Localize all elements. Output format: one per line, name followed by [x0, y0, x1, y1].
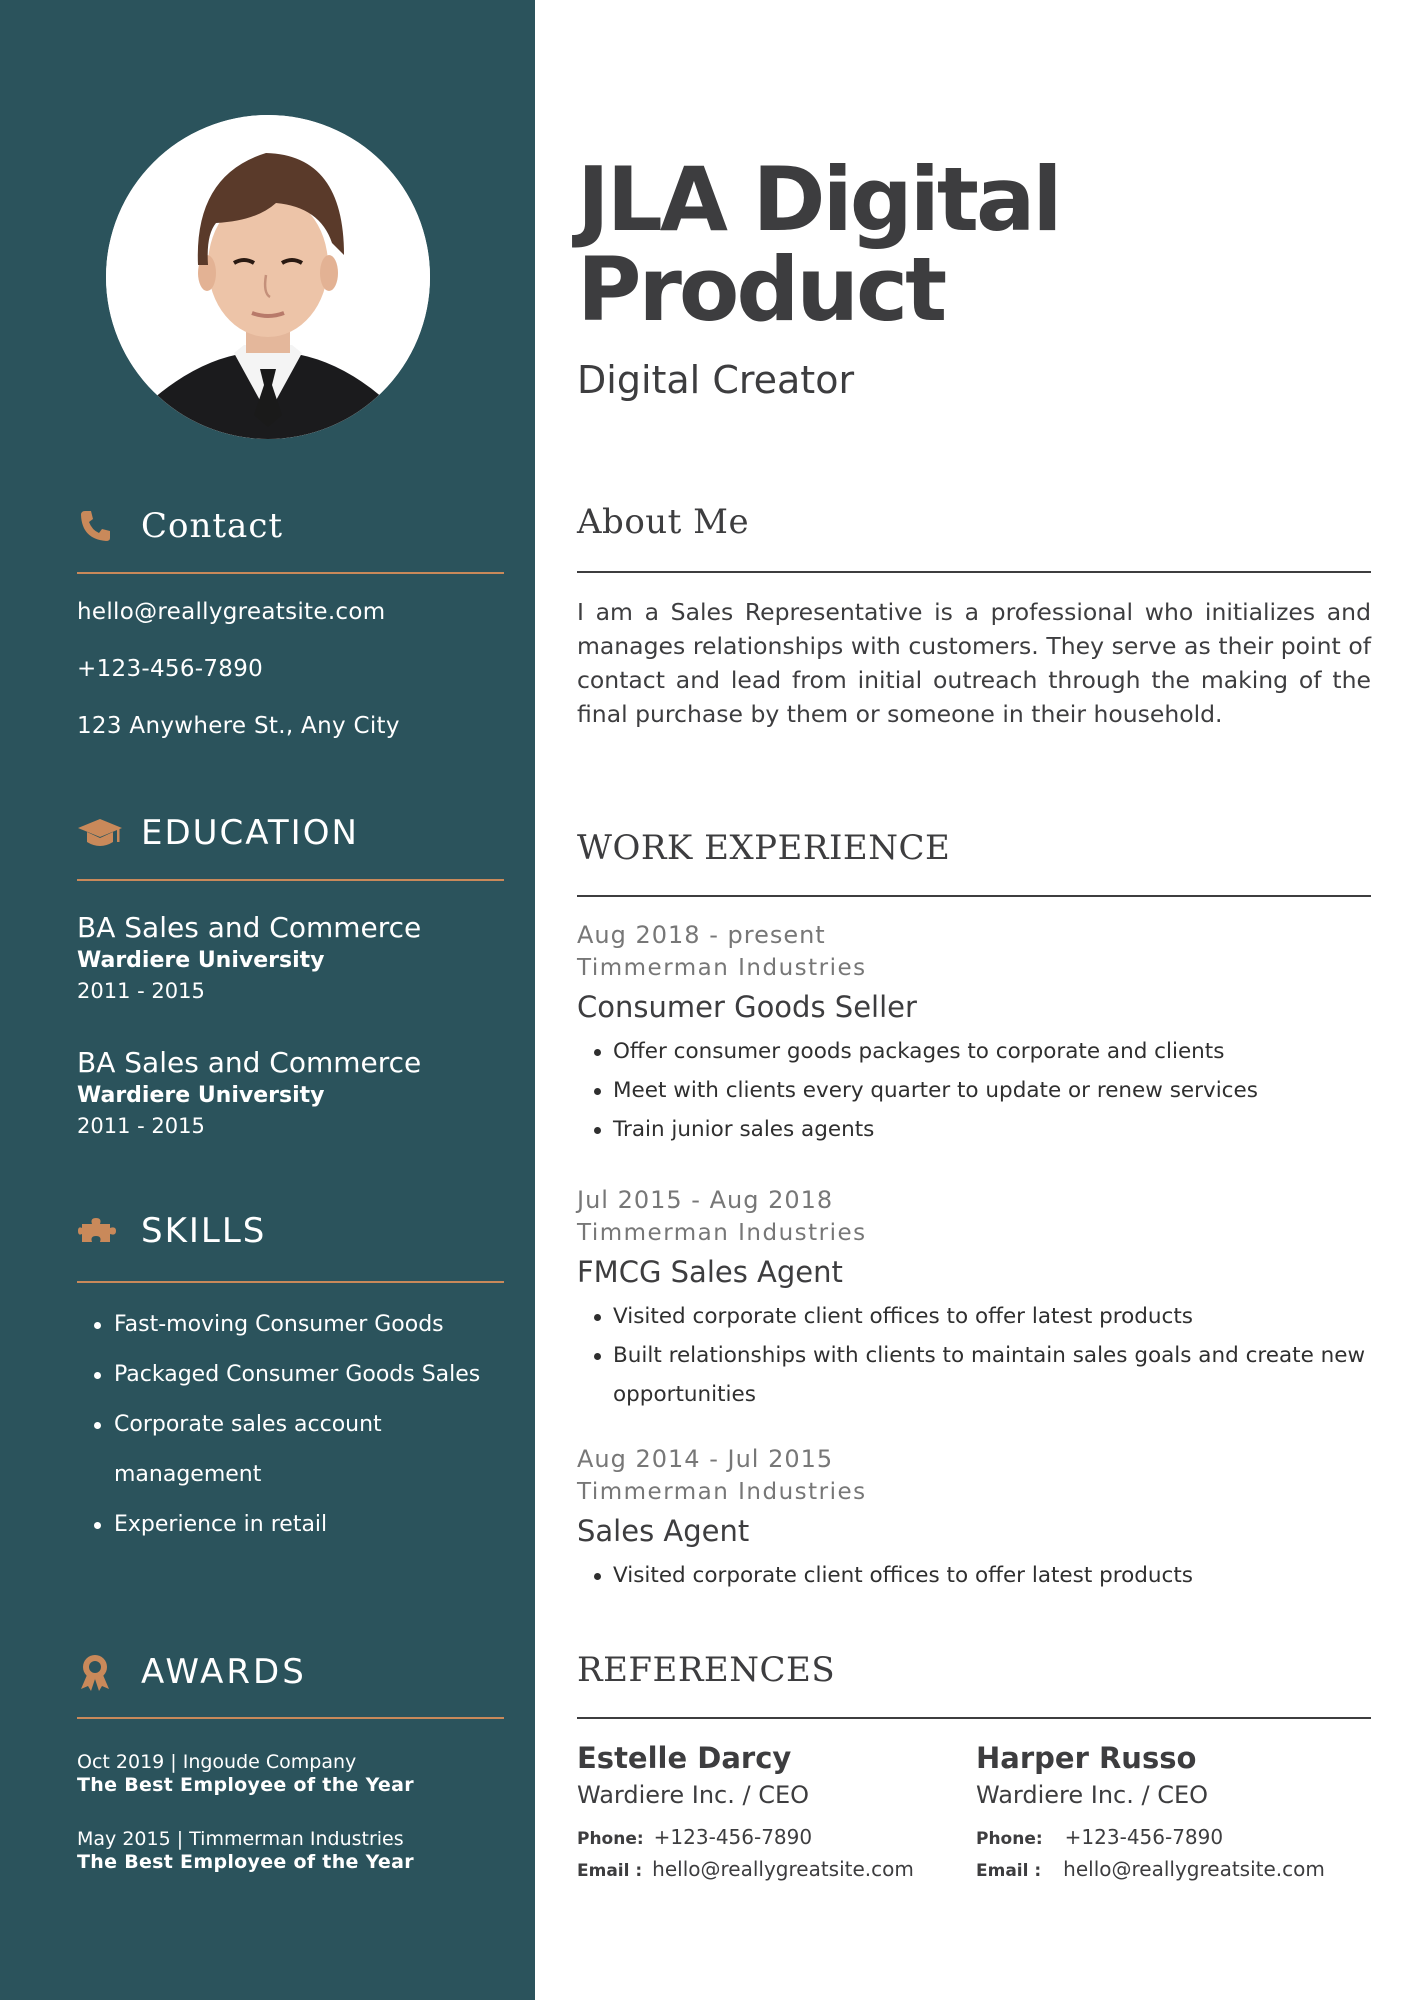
- job-bullet: Visited corporate client offices to offer latest products: [577, 1297, 1371, 1336]
- phone-label: Phone:: [976, 1829, 1043, 1849]
- reference-email[interactable]: hello@reallygreatsite.com: [1063, 1857, 1325, 1881]
- skills-divider: [77, 1281, 504, 1283]
- job-entry: [577, 918, 1371, 1149]
- job-bullets: [577, 1556, 1371, 1595]
- education-degree: BA Sales and Commerce: [77, 911, 422, 944]
- skills-heading: [77, 1201, 504, 1261]
- education-school: Wardiere University: [77, 1083, 325, 1108]
- skill-item: Packaged Consumer Goods Sales: [77, 1350, 497, 1400]
- contact-phone[interactable]: +123-456-7890: [77, 656, 264, 682]
- job-entry: [577, 1442, 1371, 1595]
- job-date: Jul 2015 - Aug 2018: [577, 1186, 834, 1214]
- job-date: Aug 2018 - present: [577, 921, 826, 949]
- phone-icon: [77, 506, 123, 546]
- job-bullet: Built relationships with clients to maintain sales goals and create new opportunities: [577, 1336, 1371, 1414]
- job-company: Timmerman Industries: [577, 955, 867, 981]
- email-label: Email :: [577, 1861, 643, 1881]
- name-line-2: Product: [577, 238, 945, 341]
- job-bullet: Meet with clients every quarter to update or renew services: [577, 1071, 1371, 1110]
- about-heading: About Me: [577, 502, 750, 542]
- job-role: Digital Creator: [577, 358, 855, 402]
- award-item: [77, 1828, 517, 1874]
- work-heading: WORK EXPERIENCE: [577, 828, 951, 868]
- work-divider: [577, 895, 1371, 897]
- puzzle-icon: [77, 1211, 123, 1251]
- reference-card: [577, 1738, 957, 1886]
- references-heading: REFERENCES: [577, 1650, 836, 1690]
- education-title: EDUCATION: [141, 813, 359, 853]
- phone-label: Phone:: [577, 1829, 644, 1849]
- reference-name: Estelle Darcy: [577, 1741, 792, 1775]
- awards-heading: [77, 1642, 504, 1702]
- education-item: [77, 910, 507, 1006]
- education-degree: BA Sales and Commerce: [77, 1046, 422, 1079]
- reference-phone-row: [976, 1822, 1356, 1854]
- reference-phone-row: [577, 1822, 957, 1854]
- awards-title: AWARDS: [141, 1652, 307, 1692]
- reference-org: Wardiere Inc. / CEO: [577, 1781, 810, 1809]
- job-date: Aug 2014 - Jul 2015: [577, 1445, 834, 1473]
- profile-photo: [106, 115, 430, 439]
- reference-card: [976, 1738, 1356, 1886]
- reference-email-row: [976, 1854, 1356, 1886]
- name-line-1: JLA Digital: [577, 148, 1060, 251]
- about-divider: [577, 571, 1371, 573]
- email-label: Email :: [976, 1861, 1042, 1881]
- reference-phone[interactable]: +123-456-7890: [653, 1825, 813, 1849]
- graduation-cap-icon: [77, 813, 123, 853]
- contact-divider: [77, 572, 504, 574]
- education-item: [77, 1045, 507, 1141]
- skill-item: Fast-moving Consumer Goods: [77, 1300, 497, 1350]
- contact-email[interactable]: hello@reallygreatsite.com: [77, 599, 386, 625]
- job-bullet: Offer consumer goods packages to corporate and clients: [577, 1032, 1371, 1071]
- awards-divider: [77, 1717, 504, 1719]
- education-years: 2011 - 2015: [77, 1114, 205, 1138]
- job-bullets: [577, 1297, 1371, 1414]
- skill-item: Experience in retail: [77, 1500, 497, 1550]
- job-bullet: Visited corporate client offices to offer latest products: [577, 1556, 1371, 1595]
- portrait-illustration: [106, 115, 430, 439]
- job-title: Consumer Goods Seller: [577, 990, 917, 1024]
- reference-name: Harper Russo: [976, 1741, 1197, 1775]
- job-company: Timmerman Industries: [577, 1220, 867, 1246]
- job-title: FMCG Sales Agent: [577, 1255, 843, 1289]
- page-title: [577, 148, 1371, 341]
- reference-org: Wardiere Inc. / CEO: [976, 1781, 1209, 1809]
- contact-heading: [77, 496, 504, 556]
- award-title: The Best Employee of the Year: [77, 1774, 414, 1796]
- skill-item: Corporate sales account management: [77, 1400, 497, 1500]
- sidebar: [0, 0, 535, 2000]
- reference-phone[interactable]: +123-456-7890: [1064, 1825, 1224, 1849]
- award-ribbon-icon: [77, 1652, 123, 1692]
- job-bullet: Train junior sales agents: [577, 1110, 1371, 1149]
- contact-title: Contact: [141, 506, 284, 546]
- skills-title: SKILLS: [141, 1211, 267, 1251]
- award-title: The Best Employee of the Year: [77, 1851, 414, 1873]
- education-heading: [77, 803, 504, 863]
- skills-list: [77, 1300, 497, 1550]
- education-divider: [77, 879, 504, 881]
- award-date-company: Oct 2019 | Ingoude Company: [77, 1751, 357, 1773]
- award-item: [77, 1751, 517, 1797]
- education-school: Wardiere University: [77, 948, 325, 973]
- job-title: Sales Agent: [577, 1514, 750, 1548]
- job-bullets: [577, 1032, 1371, 1149]
- award-date-company: May 2015 | Timmerman Industries: [77, 1828, 404, 1850]
- job-company: Timmerman Industries: [577, 1479, 867, 1505]
- job-entry: [577, 1183, 1371, 1414]
- contact-address: 123 Anywhere St., Any City: [77, 713, 400, 739]
- main-content: [577, 0, 1371, 2000]
- education-years: 2011 - 2015: [77, 979, 205, 1003]
- references-divider: [577, 1717, 1371, 1719]
- reference-email[interactable]: hello@reallygreatsite.com: [652, 1857, 914, 1881]
- about-text: I am a Sales Representative is a professional who initializes and manages relationships with customers. They serve as their point of contact and lead from initial outreach through the making of the final purchase by them or someone in their household.: [577, 598, 1371, 728]
- reference-email-row: [577, 1854, 957, 1886]
